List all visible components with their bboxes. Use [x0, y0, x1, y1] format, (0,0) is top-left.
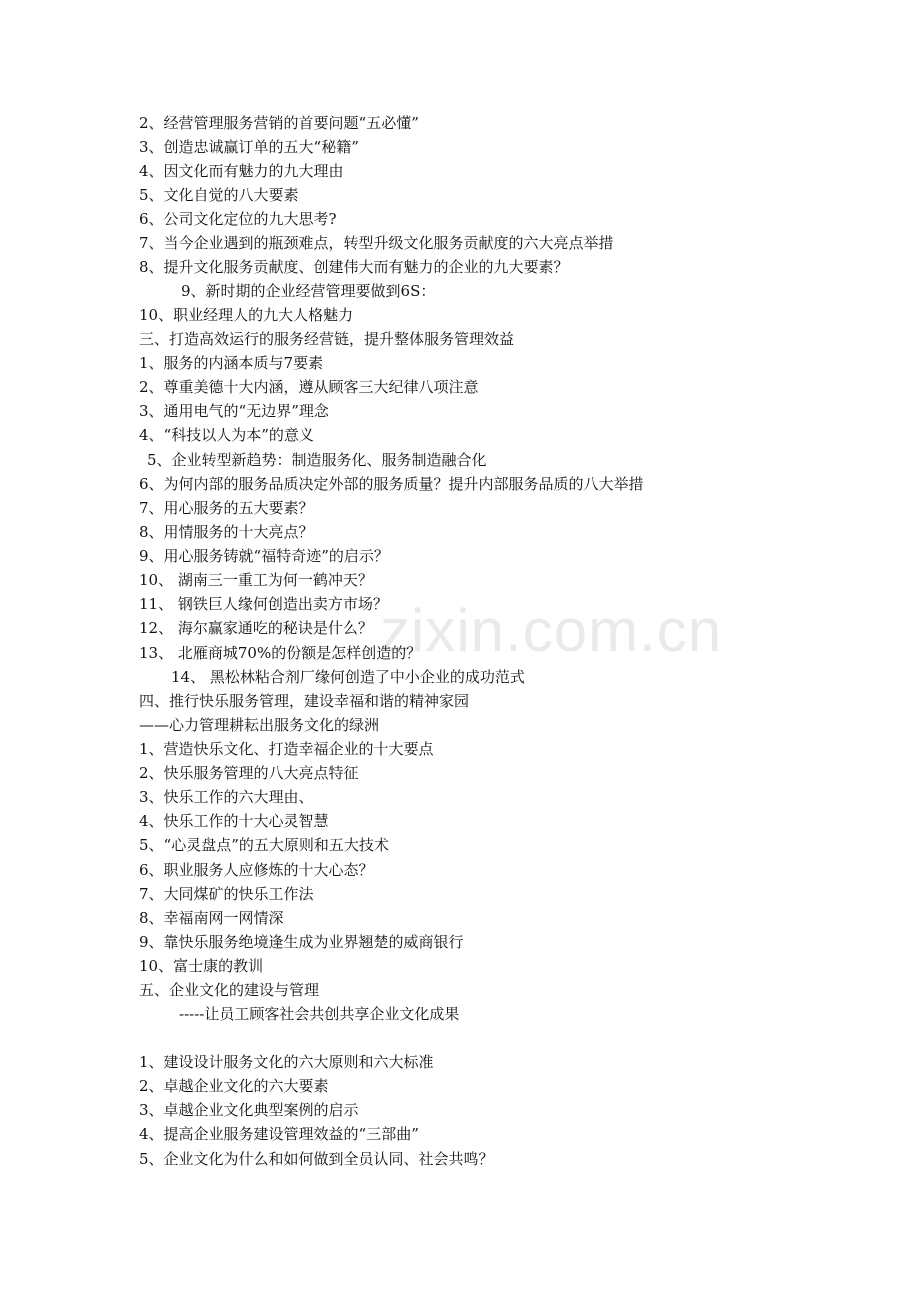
text-line: 8、提升文化服务贡献度、创建伟大而有魅力的企业的九大要素？ [139, 258, 569, 276]
text-line: 9、新时期的企业经营管理要做到6S： [181, 282, 436, 300]
text-line: 3、卓越企业文化典型案例的启示 [139, 1101, 359, 1119]
text-line: 6、公司文化定位的九大思考? [139, 210, 337, 228]
text-line: 10、 湖南三一重工为何一鹤冲天？ [139, 571, 373, 589]
text-line: 4、因文化而有魅力的九大理由 [139, 162, 344, 180]
text-line: 11、 钢铁巨人缘何创造出卖方市场？ [139, 595, 388, 613]
section-subheading: ——心力管理耕耘出服务文化的绿洲 [139, 716, 380, 734]
text-line: 5、文化自觉的八大要素 [139, 186, 299, 204]
text-line: 5、“心灵盘点”的五大原则和五大技术 [139, 836, 389, 854]
text-line: 9、用心服务铸就“福特奇迹”的启示？ [139, 547, 389, 565]
text-line: 6、为何内部的服务品质决定外部的服务质量？提升内部服务品质的八大举措 [139, 475, 644, 493]
text-line: 4、“科技以人为本”的意义 [139, 426, 314, 444]
text-line: 8、幸福南网一网情深 [139, 909, 284, 927]
text-line: 6、职业服务人应修炼的十大心态？ [139, 861, 374, 879]
text-line: 10、富士康的教训 [139, 957, 264, 975]
text-line: 3、创造忠诚赢订单的五大“秘籍” [139, 138, 359, 156]
text-line: 2、经营管理服务营销的首要问题“五必懂” [139, 114, 419, 132]
section-heading: 五、企业文化的建设与管理 [139, 981, 320, 999]
text-line: 2、快乐服务管理的八大亮点特征 [139, 764, 359, 782]
text-line: 2、卓越企业文化的六大要素 [139, 1077, 329, 1095]
text-line: 4、提高企业服务建设管理效益的“三部曲” [139, 1125, 419, 1143]
text-line: 2、尊重美德十大内涵，遵从顾客三大纪律八项注意 [139, 378, 479, 396]
text-line: 7、大同煤矿的快乐工作法 [139, 885, 314, 903]
section-heading: 三、打造高效运行的服务经营链，提升整体服务管理效益 [139, 330, 515, 348]
text-line: 3、通用电气的“无边界”理念 [139, 402, 329, 420]
text-line: 7、当今企业遇到的瓶颈难点，转型升级文化服务贡献度的六大亮点举措 [139, 234, 614, 252]
text-line: 7、用心服务的五大要素？ [139, 499, 314, 517]
text-line: 5、企业转型新趋势：制造服务化、服务制造融合化 [147, 451, 487, 469]
text-line: 8、用情服务的十大亮点？ [139, 523, 314, 541]
text-line: 3、快乐工作的六大理由、 [139, 788, 314, 806]
text-line: 14、 黑松林粘合剂厂缘何创造了中小企业的成功范式 [171, 668, 525, 686]
text-line: 13、 北雁商城70%的份额是怎样创造的？ [139, 644, 422, 662]
text-line: 9、靠快乐服务绝境逢生成为业界翘楚的威商银行 [139, 933, 464, 951]
text-line: 12、 海尔赢家通吃的秘诀是什么？ [139, 619, 373, 637]
section-heading: 四、推行快乐服务管理，建设幸福和谐的精神家园 [139, 692, 470, 710]
text-line: 5、企业文化为什么和如何做到全员认同、社会共鸣？ [139, 1150, 494, 1168]
text-line: 1、服务的内涵本质与7要素 [139, 354, 324, 372]
text-line: 1、建设设计服务文化的六大原则和六大标准 [139, 1053, 434, 1071]
text-line: 10、职业经理人的九大人格魅力 [139, 306, 354, 324]
text-line: 4、快乐工作的十大心灵智慧 [139, 812, 329, 830]
text-line: 1、营造快乐文化、打造幸福企业的十大要点 [139, 740, 434, 758]
section-subheading: -----让员工顾客社会共创共享企业文化成果 [179, 1005, 460, 1023]
watermark: zixin.com.cn [380, 597, 723, 664]
